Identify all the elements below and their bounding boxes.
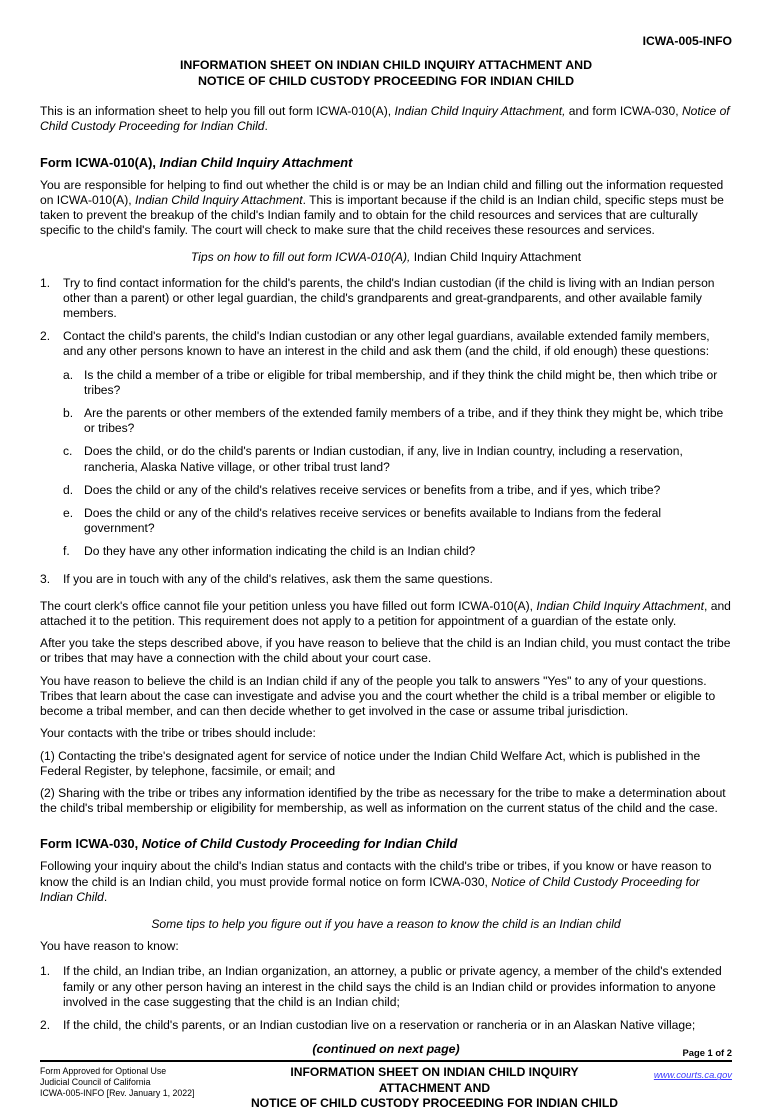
intro-paragraph: This is an information sheet to help you fill out form ICWA-010(A), Indian Child Inquiry Attachment, and form ICWA-030, Notice of Child Custody Proceeding for Indian Child. (40, 104, 730, 134)
list-item-text: Try to find contact information for the child's parents, the child's Indian custodian (if the child is living with an Indian person other than a parent) or other legal guardian, the child's grandparents and great-grandparents, and other available family members. (63, 275, 715, 321)
list-marker: b. (63, 406, 74, 421)
website-link[interactable]: www.courts.ca.gov (653, 1069, 732, 1081)
section1-paragraph-steps: After you take the steps described above, if you have reason to believe that the child is an Indian child, you must contact the tribe or tribes that may have a connection with the child about your court case. (40, 636, 731, 666)
list-item-text: If the child, the child's parents, or an Indian custodian live on a reservation or rancheria or in an Alaskan Native village; (63, 1017, 696, 1032)
section2-heading: Form ICWA-030, Notice of Child Custody Proceeding for Indian Child (40, 836, 458, 852)
footer-website (624, 1064, 732, 1082)
section1-tips-line: Tips on how to fill out form ICWA-010(A), Indian Child Inquiry Attachment (190, 250, 582, 265)
list-item-text: If the child, an Indian tribe, an Indian organization, an attorney, a public or private agency, a member of the child's extended family or any other person having an interest in the child says the child is an Indian child or provides information to anyone involved in the case suggesting that the child is an Indian child; (63, 964, 722, 1009)
list-item-text: Are the parents or other members of the extended family members of a tribe, and if they think they might be, which tribe or tribes? (84, 406, 724, 436)
list-item (63, 368, 732, 398)
footer-approval-line2: Judicial Council of California (40, 1076, 151, 1087)
continued-text: (continued on next page) (312, 1042, 460, 1057)
footer-approval-block (40, 1064, 245, 1098)
footer-rule (40, 1060, 732, 1062)
list-marker: 2. (40, 329, 51, 344)
section1-sublist (63, 368, 732, 560)
list-marker: 3. (40, 571, 51, 586)
list-marker: 1. (40, 964, 51, 979)
list-item-text: If you are in touch with any of the child's relatives, ask them the same questions. (63, 571, 493, 586)
footer-title-line2: NOTICE OF CHILD CUSTODY PROCEEDING FOR INDIAN CHILD (250, 1096, 619, 1111)
section1-paragraph-contacts-lead: Your contacts with the tribe or tribes should include: (40, 726, 316, 741)
section2-paragraph-notice: Following your inquiry about the child's Indian status and contacts with the child's tribe or tribes, if you know or have reason to know the child is an Indian child, you must provide formal notice on form ICWA-030, Notice of Child Custody Proceeding for Indian Child. (40, 859, 712, 904)
list-item-text: Does the child or any of the child's relatives receive services or benefits available to Indians from the federal government? (84, 506, 662, 536)
list-item-text: Does the child or any of the child's relatives receive services or benefits from a tribe, and if yes, which tribe? (84, 482, 661, 497)
list-item (63, 506, 732, 536)
list-item (40, 964, 732, 1010)
list-item (63, 406, 732, 436)
list-item-text: Does the child, or do the child's parents or Indian custodian, if any, live in Indian country, including a reservation, rancheria, Alaska Native village, or other tribal trust land? (84, 444, 683, 474)
list-marker: d. (63, 482, 74, 497)
page-title-line2: NOTICE OF CHILD CUSTODY PROCEEDING FOR INDIAN CHILD (197, 74, 575, 89)
form-number: ICWA-005-INFO (642, 34, 732, 48)
list-marker: e. (63, 506, 74, 521)
footer (40, 1064, 732, 1112)
footer-title-line1: INFORMATION SHEET ON INDIAN CHILD INQUIRY ATTACHMENT AND (290, 1065, 579, 1095)
list-item-text: Is the child a member of a tribe or eligible for tribal membership, and if they think the child might be, then which tribe or tribes? (84, 367, 718, 397)
list-item (63, 544, 732, 559)
list-marker: c. (63, 444, 73, 459)
section1-paragraph-reason: You have reason to believe the child is an Indian child if any of the people you talk to answers "Yes" to any of your questions. Tribes that learn about the case can investigate and advise you and the court whether the child is a tribal member or eligible to become a tribal member, and can then decide whether to get involved in the case or assume tribal jurisdiction. (40, 673, 716, 719)
section1-paragraph-contact-2: (2) Sharing with the tribe or tribes any information identified by the tribe as necessary for the tribe to make a determination about the child's tribal membership or eligibility for membership, as well as information on the current status of the child and the case. (40, 785, 726, 816)
list-item (63, 483, 732, 498)
footer-title (245, 1064, 624, 1112)
section1-heading: Form ICWA-010(A), Indian Child Inquiry Attachment (40, 154, 353, 170)
continued-notice (40, 1042, 732, 1057)
list-marker: f. (63, 544, 70, 559)
list-item (63, 444, 732, 474)
list-marker: 1. (40, 275, 51, 290)
list-item (40, 276, 732, 322)
page-title (40, 57, 732, 89)
footer-form-revision: ICWA-005-INFO [Rev. January 1, 2022] (40, 1087, 195, 1098)
section2-list (40, 964, 732, 1033)
section1-paragraph-responsibility: You are responsible for helping to find out whether the child is or may be an Indian child and filling out the information requested on ICWA-010(A), Indian Child Inquiry Attachment. This is important because if the child is an Indian child, specific steps must be taken to prevent the breakup of the child's Indian family and to obtain for the child resources and services that are culturally specific to the child's family. The court will check to make sure that the child receives these resources and services. (40, 177, 724, 238)
footer-approval-line1: Form Approved for Optional Use (40, 1066, 167, 1077)
list-item-text: Do they have any other information indicating the child is an Indian child? (84, 544, 476, 559)
section2-tips-line: Some tips to help you figure out if you have a reason to know the child is an Indian child (151, 916, 621, 931)
page-title-line1: INFORMATION SHEET ON INDIAN CHILD INQUIRY ATTACHMENT AND (179, 58, 593, 73)
list-marker: a. (63, 367, 74, 382)
list-item (40, 1018, 732, 1033)
list-item-text: Contact the child's parents, the child's Indian custodian or any other legal guardians, available extended family members, and any other persons known to have an interest in the child and ask them (and the child, if old enough) these questions: (63, 329, 710, 359)
page-number: Page 1 of 2 (682, 1047, 732, 1059)
section1-paragraph-clerk: The court clerk's office cannot file your petition unless you have filled out form ICWA-010(A), Indian Child Inquiry Attachment, and attached it to the petition. This requirement does not apply to a petition for appointment of a guardian of the estate only. (40, 598, 731, 629)
section2-lead: You have reason to know: (40, 939, 179, 954)
list-item (40, 329, 732, 359)
section1-list (40, 276, 732, 587)
list-item (40, 572, 732, 587)
section1-paragraph-contact-1: (1) Contacting the tribe's designated agent for service of notice under the Indian Child Welfare Act, which is published in the Federal Register, by telephone, facsimile, or email; and (40, 748, 701, 778)
list-marker: 2. (40, 1017, 51, 1032)
